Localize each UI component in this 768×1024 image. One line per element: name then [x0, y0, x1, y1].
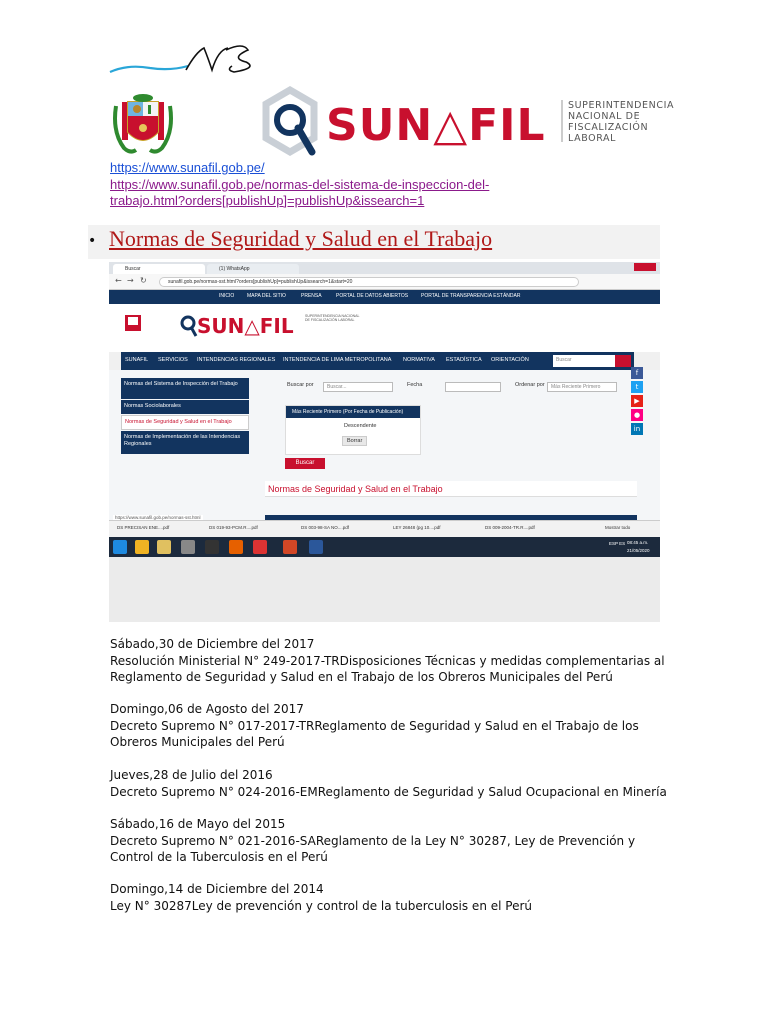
logo-subtitle-3: FISCALIZACIÓN — [568, 122, 649, 133]
entry-text: Decreto Supremo N° 017-2017-TRReglamento de Seguridad y Salud en el Trabajo de los Obreros Municipales del Perú — [110, 718, 639, 749]
word-icon[interactable] — [309, 540, 323, 554]
side-item-inspeccion[interactable]: Normas del Sistema de Inspección del Trabajo — [121, 378, 249, 399]
site-header — [109, 304, 660, 352]
fecha-label: Fecha — [407, 382, 423, 388]
facebook-icon[interactable]: f — [631, 367, 643, 379]
screenshot-blank-area — [109, 557, 660, 622]
browser-tab-search[interactable]: Buscar — [113, 264, 205, 274]
window-close-button[interactable] — [634, 263, 656, 271]
download-item[interactable]: DS 009-2004-TR.R....pdf — [485, 525, 535, 530]
site-coat-icon — [121, 312, 145, 336]
linkedin-icon[interactable]: in — [631, 423, 643, 435]
clock-time: 08:45 a.m. — [627, 540, 649, 545]
order-option-desc[interactable]: Descendente — [344, 423, 377, 429]
site-search-button[interactable] — [615, 355, 631, 367]
order-dropdown-panel — [285, 405, 421, 455]
side-menu — [121, 378, 249, 455]
nav-servicios[interactable]: SERVICIOS — [158, 357, 188, 363]
nav-intendencias[interactable]: INTENDENCIAS REGIONALES — [197, 357, 276, 363]
entry-date: Sábado,30 de Diciembre del 2017 — [110, 637, 315, 651]
download-bar — [109, 520, 660, 537]
forward-icon[interactable]: → — [127, 276, 134, 285]
browser-address-bar — [109, 274, 660, 290]
entry-text: Decreto Supremo N° 024-2016-EMReglamento de Seguridad y Salud Ocupacional en Minería — [110, 784, 667, 799]
nav-estadistica[interactable]: ESTADÍSTICA — [446, 357, 482, 363]
twitter-icon[interactable]: t — [631, 381, 643, 393]
download-item[interactable]: LEY 26848 (pg 10....pdf — [393, 525, 441, 530]
buscar-input[interactable]: Buscar... — [323, 382, 393, 392]
download-item[interactable]: DS 019-93-PCM.R....pdf — [209, 525, 258, 530]
side-item-sociolaborales[interactable]: Normas Sociolaborales — [121, 400, 249, 414]
topnav-transparencia[interactable]: PORTAL DE TRANSPARENCIA ESTÁNDAR — [421, 293, 521, 299]
chrome-icon[interactable] — [135, 540, 149, 554]
site-logo-text: SUN△FIL — [197, 314, 294, 338]
windows-start-icon[interactable] — [113, 540, 127, 554]
logo-subtitle-2: NACIONAL DE — [568, 111, 641, 122]
windows-taskbar — [109, 537, 660, 557]
youtube-icon[interactable]: ▶ — [631, 395, 643, 407]
sunafil-logo-text: SUN△FIL — [326, 100, 546, 151]
buscar-button[interactable]: Buscar — [285, 458, 325, 469]
peru-coat-of-arms — [110, 92, 176, 158]
folder-icon[interactable] — [157, 540, 171, 554]
powerpoint-icon[interactable] — [283, 540, 297, 554]
bullet: • — [88, 233, 97, 249]
app-icon[interactable] — [181, 540, 195, 554]
site-logo-subtitle: SUPERINTENDENCIA NACIONAL DE FISCALIZACIÓN LABORAL — [305, 314, 360, 322]
entry-date: Domingo,06 de Agosto del 2017 — [110, 702, 304, 716]
ordenar-por-label: Ordenar por — [515, 382, 545, 388]
nav-orientacion[interactable]: ORIENTACIÓN — [491, 357, 529, 363]
topnav-mapa[interactable]: MAPA DEL SITIO — [247, 293, 286, 299]
entry-text: Resolución Ministerial N° 249-2017-TRDisposiciones Técnicas y medidas complementarias al Reglamento de Seguridad y Salud en el Trabajo de los Obreros Municipales del Perú — [110, 653, 665, 684]
borrar-button[interactable]: Borrar — [342, 436, 367, 446]
site-search-input[interactable]: Buscar — [553, 355, 615, 367]
entry-2 — [110, 701, 670, 751]
logo-subtitle-1: SUPERINTENDENCIA — [568, 100, 675, 111]
status-url: https://www.sunafil.gob.pe/normas-sst.html — [115, 515, 201, 520]
app-icon[interactable] — [253, 540, 267, 554]
browser-tabbar — [109, 262, 660, 274]
topnav-prensa[interactable]: PRENSA — [301, 293, 322, 299]
topnav-datos-abiertos[interactable]: PORTAL DE DATOS ABIERTOS — [336, 293, 409, 299]
entry-4 — [110, 816, 670, 866]
entry-date: Sábado,16 de Mayo del 2015 — [110, 817, 286, 831]
firefox-icon[interactable] — [229, 540, 243, 554]
reload-icon[interactable]: ↻ — [140, 276, 147, 285]
signature-scribble — [108, 40, 263, 82]
entry-date: Jueves,28 de Julio del 2016 — [110, 768, 273, 782]
back-icon[interactable]: ← — [115, 276, 122, 285]
download-item[interactable]: DS PRECISAN ENE....pdf — [117, 525, 170, 530]
clock-date: 21/05/2020 — [627, 548, 650, 553]
nav-normativa[interactable]: NORMATIVA — [403, 357, 435, 363]
order-panel-header[interactable]: Más Reciente Primero (Por Fecha de Publicación) — [286, 406, 420, 418]
nav-lima[interactable]: INTENDENCIA DE LIMA METROPOLITANA — [283, 357, 392, 363]
side-item-sst[interactable]: Normas de Seguridad y Salud en el Trabajo — [121, 415, 249, 430]
download-item[interactable]: DS 003-98-SA NO....pdf — [301, 525, 350, 530]
sunafil-logo — [262, 86, 675, 162]
site-main-nav — [121, 352, 634, 370]
entry-text: Ley N° 30287Ley de prevención y control de la tuberculosis en el Perú — [110, 898, 532, 913]
logo-subtitle-4: LABORAL — [568, 133, 617, 144]
embedded-screenshot — [109, 262, 660, 622]
site-logo-icon — [179, 312, 197, 338]
entry-text: Decreto Supremo N° 021-2016-SAReglamento de la Ley N° 30287, Ley de Prevención y Control de la Tuberculosis en el Perú — [110, 833, 636, 864]
flickr-icon[interactable]: ● — [631, 409, 643, 421]
topnav-inicio[interactable]: INICIO — [219, 293, 235, 299]
site-top-nav — [109, 290, 660, 304]
language-indicator: ESP ES — [609, 541, 626, 546]
entry-5 — [110, 881, 670, 914]
entry-3 — [110, 767, 670, 800]
fecha-input[interactable] — [445, 382, 501, 392]
sunafil-normas-link[interactable]: https://www.sunafil.gob.pe/normas-del-sistema-de-inspeccion-del-trabajo.html?orders[publishUp]=publishUp&issearch=1 — [110, 177, 490, 208]
section-heading-link[interactable]: Normas de Seguridad y Salud en el Trabajo — [109, 226, 493, 251]
acrobat-icon[interactable] — [205, 540, 219, 554]
entry-1 — [110, 636, 670, 686]
url-field[interactable]: sunafil.gob.pe/normas-sst.html?orders[publishUp]=publishUp&issearch=1&start=20 — [159, 277, 579, 287]
nav-sunafil[interactable]: SUNAFIL — [125, 357, 149, 363]
entry-date: Domingo,14 de Diciembre del 2014 — [110, 882, 324, 896]
show-all-downloads[interactable]: Mostrar todo — [605, 525, 631, 530]
side-item-intendencias[interactable]: Normas de Implementación de las Intendencias Regionales — [121, 431, 249, 454]
sunafil-home-link[interactable]: https://www.sunafil.gob.pe/ — [110, 160, 265, 175]
site-section-title: Normas de Seguridad y Salud en el Trabajo — [265, 481, 637, 497]
ordenar-select[interactable]: Más Reciente Primero — [547, 382, 617, 392]
browser-tab-whatsapp[interactable]: (1) WhatsApp — [207, 264, 299, 274]
buscar-por-label: Buscar por — [287, 382, 314, 388]
